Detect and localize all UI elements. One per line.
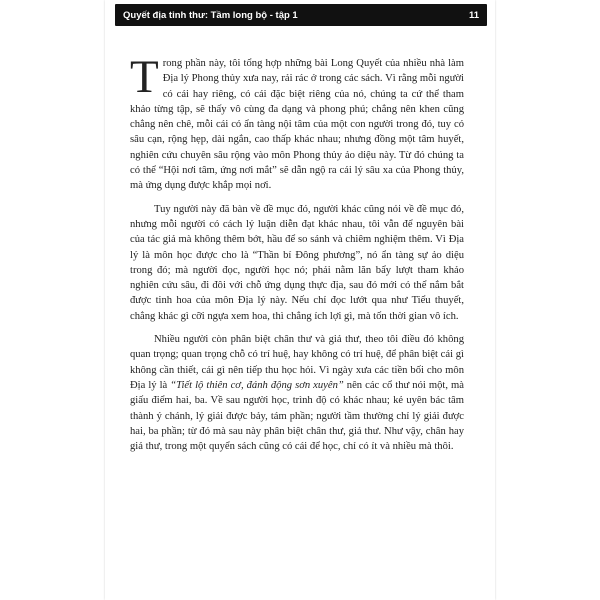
paragraph-1: [130, 51, 464, 194]
drop-cap: T: [130, 51, 159, 103]
book-title: Quyết địa tinh thư: Tầm long bộ - tập 1: [123, 9, 298, 21]
paragraph-3-text-b: nên các cổ thư nói một, mà giấu điểm hai, ba. Về sau người học, trình độ có khác nhau; kẻ uyên bác tâm thành ý chánh, lý giải được bảy, tám phần; người tầm thường chỉ lý giải được hai, ba phần; từ đó mà sau này phân biệt chân thư, giả thư. Như vậy, chân hay giả thư, trong một quyển sách cũng có cái để học, chỉ có ít và nhiều mà thôi.: [130, 379, 464, 453]
page-number: 11: [468, 9, 479, 21]
running-header: [115, 4, 487, 26]
paragraph-3: [130, 332, 464, 454]
paragraph-2: Tuy người này đã bàn về đề mục đó, người khác cũng nói về đề mục đó, nhưng mỗi người có cách lý luận diễn đạt khác nhau, tôi vẫn để nguyên bài của tác giả mà không thêm bớt, hầu để so sánh và chiêm nghiệm thêm. Vì Địa lý là môn học được cho là “Thần bí Đông phương”, nó ẩn tàng sự ảo diệu trong đó; mà người đọc, người học nó; phải nằm lăn bẩy lượt tham khảo nghiên cứu sâu, đi đôi với chỗ ứng dụng thực địa, sau đó mới có thể nắm bắt được tinh hoa của môn Địa lý này. Nếu chỉ đọc lướt qua như Tiểu thuyết, chẳng khác gì cỡi ngựa xem hoa, thì chẳng ích lợi gì, mà tốn thời gian vô ích.: [130, 203, 464, 322]
page-body: [130, 51, 464, 454]
book-page: [105, 0, 495, 600]
paragraph-1-text: rong phần này, tôi tổng hợp những bài Long Quyết của nhiều nhà làm Địa lý Phong thủy xưa nay, rải rác ở trong các sách. Vì rằng mỗi người có cái hay riêng, có cái đặc biệt riêng của nó, chúng ta cứ thể tham khảo từng tập, sẽ thấy vô cùng đa dạng và phong phú; chẳng nên khen cũng chẳng nên chê, mỗi cái có ẩn tàng nội tâm của một con người trong đó, tuy có sâu cạn, rộng hẹp, dài ngắn, cao thấp khác nhau; nhưng đồng một tâm huyết, nghiên cứu chuyên sâu rộng vào môn Phong thủy ảo diệu này. Từ đó chúng ta có thể “Hội nơi tâm, ứng nơi mắt” sẽ dẫn ngộ ra cái lý sâu xa của Phong thủy, mà ứng dụng được khắp mọi nơi.: [130, 58, 464, 192]
paragraph-3-text-a: Nhiều người còn phân biệt chân thư và giả thư, theo tôi điều đó không quan trọng; quan trọng chỗ có trí huệ, hay không có trí huệ, để phân biệt cái gì không cần thiết, cái gì nên tiếp thu học hỏi. Vì ngày xưa các tiền bối cho môn Địa lý là: [130, 334, 464, 391]
italic-quote: “Tiết lộ thiên cơ, đánh động sơn xuyên”: [170, 379, 344, 391]
